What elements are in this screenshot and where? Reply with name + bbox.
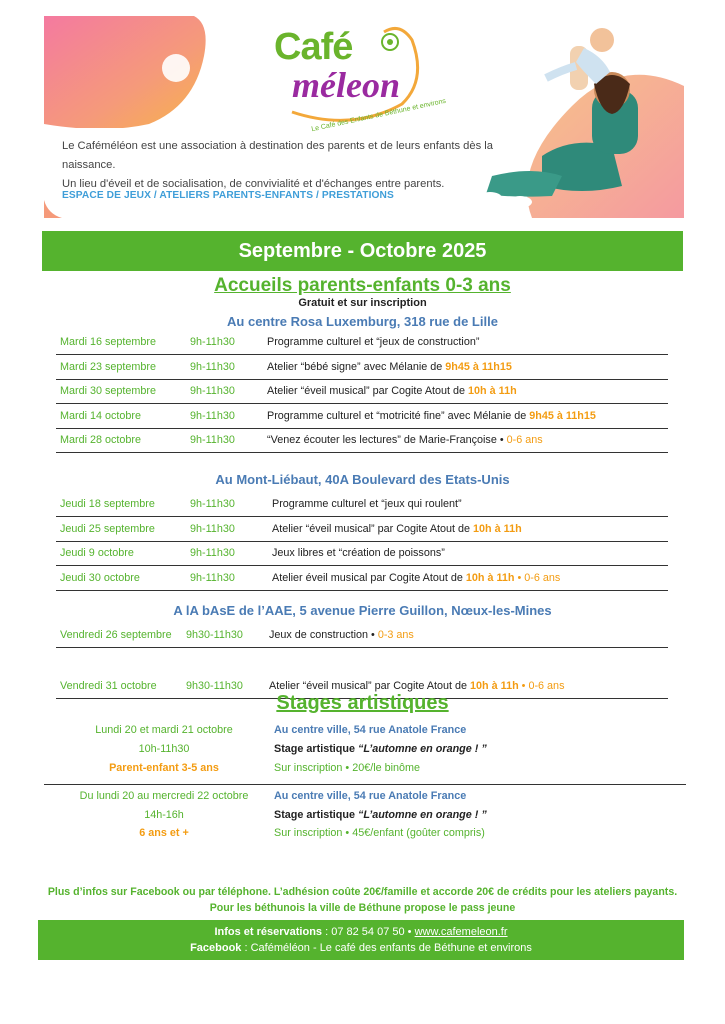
footer-note <box>0 884 725 916</box>
row-time: 9h-11h30 <box>190 522 235 535</box>
row-desc-text: Atelier éveil musical par Cogite Atout de <box>272 571 466 584</box>
row-desc-text: Atelier “éveil musical” par Cogite Atout de <box>267 385 469 397</box>
row-description <box>272 498 462 510</box>
row-desc-text: Jeux libres et “création de poissons” <box>272 547 445 559</box>
schedule-row <box>56 623 668 648</box>
schedule-row <box>56 541 668 566</box>
stage-age: Parent-enfant 3-5 ans <box>109 762 219 774</box>
stage-dates: Lundi 20 et mardi 21 octobre <box>95 724 233 736</box>
stage-label: Stage artistique <box>274 743 358 755</box>
row-date: Jeudi 25 septembre <box>60 522 155 535</box>
schedule-row <box>56 428 668 453</box>
stage-age: 6 ans et + <box>139 827 189 839</box>
row-age-range: 0-6 ans <box>506 434 543 446</box>
schedule-row <box>56 379 668 404</box>
row-desc-text: “Venez écouter les lectures” de Marie-Françoise • <box>267 434 507 446</box>
row-age-range: 0-6 ans <box>528 679 565 692</box>
logo-swirl-icon <box>272 20 432 130</box>
row-highlight-time: 10h à 11h <box>465 571 515 584</box>
row-time: 9h30-11h30 <box>186 629 243 641</box>
row-description <box>269 629 414 641</box>
row-time: 9h-11h30 <box>190 498 235 510</box>
schedule-row <box>56 355 668 380</box>
venue-title: Au centre Rosa Luxemburg, 318 rue de Lille <box>227 314 498 329</box>
row-date: Mardi 30 septembre <box>60 385 157 397</box>
row-date: Mardi 14 octobre <box>60 409 142 422</box>
schedule-row <box>56 517 668 542</box>
row-age-range: 0-6 ans <box>524 571 561 584</box>
schedule-row <box>56 330 668 355</box>
section-title-stages: Stages artistiques <box>276 692 449 714</box>
logo-text-top: Café <box>274 26 353 68</box>
stage-label: Stage artistique <box>274 809 358 821</box>
row-time: 9h-11h30 <box>190 434 235 446</box>
period-banner: Septembre - Octobre 2025 <box>42 231 683 271</box>
row-date: Mardi 28 octobre <box>60 434 142 446</box>
stage-title <box>274 809 487 821</box>
row-desc-text: Jeux de construction • <box>269 629 378 641</box>
stage-hours: 14h-16h <box>144 809 184 821</box>
row-date: Jeudi 9 octobre <box>60 547 134 559</box>
row-date: Mardi 16 septembre <box>60 336 157 348</box>
row-time: 9h-11h30 <box>190 360 235 373</box>
row-description <box>272 523 522 535</box>
row-time: 9h-11h30 <box>190 385 235 397</box>
stage-name: “L’automne en orange ! ” <box>358 743 487 755</box>
decorative-gradient-blob <box>44 16 210 128</box>
cafemeleon-logo <box>272 20 447 134</box>
contact-label: Infos et réservations <box>214 926 323 938</box>
row-desc-text: Programme culturel et “jeux de construction” <box>267 336 480 348</box>
facebook-line <box>38 940 684 956</box>
row-highlight-time: 10h à 11h <box>473 522 522 535</box>
row-desc-text: Programme culturel et “motricité fine” avec Mélanie de <box>267 409 530 422</box>
row-date: Mardi 23 septembre <box>60 360 157 373</box>
row-date: Vendredi 31 octobre <box>60 679 157 692</box>
row-time: 9h-11h30 <box>190 571 235 584</box>
row-description <box>267 410 596 422</box>
section-subtitle: Gratuit et sur inscription <box>298 297 427 309</box>
facebook-text: : Caféméléon - Le café des enfants de Béthune et environs <box>241 942 532 954</box>
row-desc-text: Atelier “éveil musical” par Cogite Atout de <box>272 522 474 535</box>
row-time: 9h-11h30 <box>190 547 235 559</box>
stage-hours: 10h-11h30 <box>138 743 190 755</box>
contact-bar <box>38 920 684 960</box>
stage-info: Sur inscription • 45€/enfant (goûter compris) <box>274 827 485 839</box>
row-description <box>272 547 445 559</box>
row-date: Jeudi 18 septembre <box>60 498 155 510</box>
row-desc-text: Atelier “bébé signe” avec Mélanie de <box>267 360 446 373</box>
row-highlight-time: 10h à 11h <box>468 385 517 397</box>
footer-note-line: Pour les béthunois la ville de Béthune propose le pass jeune <box>209 902 516 914</box>
row-desc-text: Programme culturel et “jeux qui roulent” <box>272 498 462 510</box>
schedule-row <box>56 566 668 591</box>
intro-line: Un lieu d'éveil et de socialisation, de convivialité et d'échanges entre parents. <box>62 178 445 190</box>
row-description <box>267 336 479 348</box>
row-description <box>267 361 512 373</box>
contact-line <box>38 924 684 940</box>
contact-phone: : 07 82 54 07 50 • <box>322 926 415 938</box>
divider <box>44 784 686 785</box>
row-date: Jeudi 30 octobre <box>60 571 140 584</box>
row-time: 9h-11h30 <box>190 336 235 348</box>
row-time: 9h30-11h30 <box>186 679 243 692</box>
row-description <box>267 385 517 397</box>
intro-line: Le Caféméléon est une association à destination des parents et de leurs enfants dès la naissance. <box>62 140 493 171</box>
row-highlight-time: 10h à 11h <box>470 679 519 692</box>
row-description: Atelier “éveil musical” par Cogite Atout de 10h à 11h • 0-6 ans <box>269 679 565 692</box>
facebook-label: Facebook <box>190 942 242 954</box>
footer-note-line: Plus d’infos sur Facebook ou par téléphone. L’adhésion coûte 20€/famille et accorde 20€ de crédits pour les ateliers payants. <box>47 886 678 898</box>
tagline: ESPACE DE JEUX / ATELIERS PARENTS-ENFANTS / PRESTATIONS <box>62 190 394 201</box>
venue-title: A lA bAsE de l’AAE, 5 avenue Pierre Guillon, Nœux-les-Mines <box>173 603 552 618</box>
row-age-range: 0-3 ans <box>377 629 414 641</box>
stage-place: Au centre ville, 54 rue Anatole France <box>274 724 467 736</box>
row-highlight-time: 9h45 à 11h15 <box>445 360 512 373</box>
intro-text <box>62 137 532 194</box>
stage-place: Au centre ville, 54 rue Anatole France <box>274 790 467 802</box>
decorative-corner <box>44 200 62 218</box>
schedule-row <box>56 492 668 517</box>
website-link[interactable]: www.cafemeleon.fr <box>414 926 508 938</box>
venue-title: Au Mont-Liébaut, 40A Boulevard des Etats-Unis <box>215 472 510 487</box>
row-description <box>267 434 543 446</box>
stage-dates: Du lundi 20 au mercredi 22 octobre <box>79 790 249 802</box>
row-description: Atelier éveil musical par Cogite Atout de 10h à 11h • 0-6 ans <box>272 571 561 584</box>
stage-name: “L’automne en orange ! ” <box>358 809 487 821</box>
schedule-row <box>56 404 668 429</box>
logo-text-bottom: méleon <box>292 65 400 105</box>
logo-subtitle: Le Café des Enfants de Béthune et environs <box>310 97 447 134</box>
row-highlight-time: 9h45 à 11h15 <box>529 409 596 422</box>
row-desc-text: Atelier “éveil musical” par Cogite Atout de <box>269 679 471 692</box>
stage-info: Sur inscription • 20€/le binôme <box>274 762 421 774</box>
section-title-accueils: Accueils parents-enfants 0-3 ans <box>214 275 511 296</box>
row-time: 9h-11h30 <box>190 409 235 422</box>
stage-title <box>274 743 487 755</box>
row-date: Vendredi 26 septembre <box>60 629 172 641</box>
